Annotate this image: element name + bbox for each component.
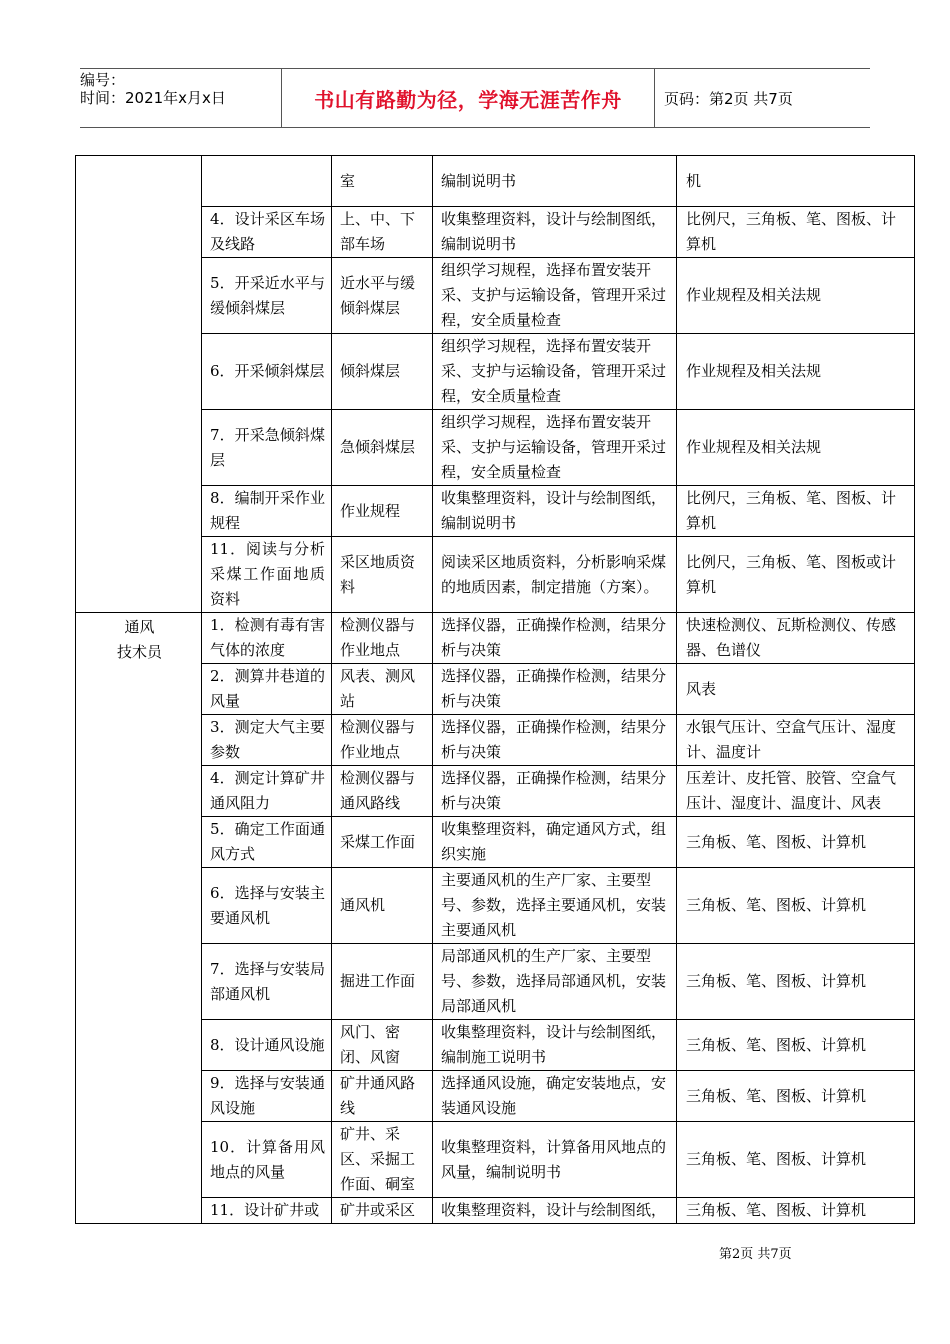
content-text: 组织学习规程，选择布置安装开采、支护与运输设备，管理开采过程，安全质量检查 [441,261,667,329]
document-date: 时间：2021年x月x日 [80,89,226,107]
task-text: 7．开采急倾斜煤层 [210,425,325,469]
header-meta [80,69,282,127]
tools-cell [677,715,915,766]
task-cell [202,766,332,817]
object-text: 检测仪器与作业地点 [340,718,416,761]
table-row [76,868,915,944]
task-text: 6．开采倾斜煤层 [210,362,325,380]
object-cell [332,1020,433,1071]
tools-cell [677,258,915,334]
object-text: 风表、测风站 [340,667,416,710]
content-text: 收集整理资料，设计与绘制图纸，编制说明书 [441,489,667,532]
task-cell [202,664,332,715]
tools-cell [677,537,915,613]
task-text: 5．确定工作面通风方式 [210,820,325,863]
tools-cell [677,868,915,944]
content-text: 选择仪器，正确操作检测，结果分析与决策 [441,769,667,812]
content-cell [433,207,677,258]
page-header [80,68,870,128]
object-cell [332,258,433,334]
table-row [76,258,915,334]
task-text: 3．测定大气主要参数 [210,718,325,761]
object-cell [332,537,433,613]
task-cell [202,410,332,486]
tools-text: 作业规程及相关法规 [686,438,822,456]
content-text: 组织学习规程，选择布置安装开采、支护与运输设备，管理开采过程，安全质量检查 [441,413,667,481]
task-cell [202,817,332,868]
table-row [76,486,915,537]
role-name-line2: 技术员 [116,643,162,661]
content-cell [433,1122,677,1198]
object-text: 掘进工作面 [340,972,416,990]
object-text: 矿井或采区 [340,1201,416,1219]
tools-text: 三角板、笔、图板、计算机 [686,1086,867,1105]
content-text: 编制说明书 [441,171,517,190]
task-text: 10．计算备用风地点的风量 [210,1137,325,1181]
tools-cell [677,156,915,207]
object-text: 风门、密闭、风窗 [340,1023,401,1066]
task-cell [202,1122,332,1198]
table-row [76,1020,915,1071]
tools-text: 比例尺，三角板、笔、图板、计算机 [686,210,897,253]
tools-cell [677,207,915,258]
object-cell [332,664,433,715]
tools-cell [677,766,915,817]
task-cell [202,486,332,537]
table-row [76,715,915,766]
object-cell [332,817,433,868]
object-cell [332,766,433,817]
tools-text: 三角板、笔、图板、计算机 [686,832,867,851]
task-cell [202,334,332,410]
task-cell [202,156,332,207]
document-number-label: 编号： [80,71,126,89]
tools-cell [677,664,915,715]
tools-text: 机 [686,171,702,190]
task-cell [202,207,332,258]
role-cell [76,156,202,613]
content-cell [433,537,677,613]
table-row [76,410,915,486]
content-cell [433,715,677,766]
tools-cell [677,410,915,486]
task-text: 7．选择与安装局部通风机 [210,959,325,1003]
content-text: 阅读采区地质资料，分析影响采煤的地质因素，制定措施（方案）。 [441,552,667,596]
object-cell [332,334,433,410]
object-text: 矿井、采区、采掘工作面、硐室 [340,1125,416,1193]
object-cell [332,715,433,766]
object-text: 检测仪器与作业地点 [340,616,416,659]
table-row [76,207,915,258]
tools-cell [677,944,915,1020]
task-cell [202,258,332,334]
content-text: 组织学习规程，选择布置安装开采、支护与运输设备，管理开采过程，安全质量检查 [441,337,667,405]
content-text: 主要通风机的生产厂家、主要型号、参数，选择主要通风机，安装主要通风机 [441,871,667,939]
task-text: 8．设计通风设施 [210,1035,325,1054]
content-text: 收集整理资料，计算备用风地点的风量，编制说明书 [441,1137,667,1181]
task-text: 9．选择与安装通风设施 [210,1074,325,1117]
content-text: 收集整理资料，设计与绘制图纸，编制施工说明书 [441,1023,667,1066]
task-cell [202,537,332,613]
header-page-number: 页码：第2页 共7页 [664,89,793,108]
content-cell [433,664,677,715]
content-cell [433,613,677,664]
content-cell [433,486,677,537]
task-text: 6．选择与安装主要通风机 [210,883,325,927]
content-cell [433,334,677,410]
content-cell [433,766,677,817]
content-cell [433,1198,677,1224]
object-cell [332,207,433,258]
tools-text: 水银气压计、空盒气压计、湿度计、温度计 [686,718,897,761]
object-cell [332,944,433,1020]
table-row [76,1071,915,1122]
job-task-table [75,155,915,1224]
content-text: 收集整理资料，设计与绘制图纸， [441,1201,667,1219]
tools-text: 比例尺，三角板、笔、图板或计算机 [686,552,897,596]
header-motto: 书山有路勤为径，学海无涯苦作舟 [282,69,655,127]
tools-cell [677,613,915,664]
task-cell [202,868,332,944]
content-text: 选择通风设施，确定安装地点，安装通风设施 [441,1074,667,1117]
object-text: 采煤工作面 [340,832,416,851]
tools-text: 快速检测仪、瓦斯检测仪、传感器、色谱仪 [686,616,897,659]
content-cell [433,817,677,868]
object-text: 检测仪器与通风路线 [340,769,416,812]
task-cell [202,944,332,1020]
tools-text: 三角板、笔、图板、计算机 [686,1201,867,1219]
task-text: 4．设计采区车场及线路 [210,210,325,253]
role-cell [76,613,202,1224]
content-cell [433,156,677,207]
object-text: 上、中、下部车场 [340,210,416,253]
page-footer: 第2页 共7页 [719,1247,792,1262]
content-text: 选择仪器，正确操作检测，结果分析与决策 [441,718,667,761]
tools-cell [677,486,915,537]
table-row [76,156,915,207]
tools-text: 三角板、笔、图板、计算机 [686,896,867,914]
tools-text: 比例尺，三角板、笔、图板、计算机 [686,489,897,532]
content-text: 收集整理资料，确定通风方式，组织实施 [441,820,667,863]
tools-cell [677,1122,915,1198]
content-cell [433,1071,677,1122]
object-text: 急倾斜煤层 [340,438,416,456]
table-row [76,613,915,664]
object-cell [332,1071,433,1122]
table-row [76,817,915,868]
task-cell [202,613,332,664]
tools-cell [677,817,915,868]
object-cell [332,156,433,207]
object-cell [332,613,433,664]
content-text: 收集整理资料，设计与绘制图纸，编制说明书 [441,210,667,253]
tools-text: 三角板、笔、图板、计算机 [686,1150,867,1168]
table-row [76,334,915,410]
object-cell [332,410,433,486]
role-name-line1: 通风 [124,618,155,636]
table-row [76,664,915,715]
content-cell [433,944,677,1020]
object-text: 采区地质资料 [340,552,416,596]
task-text: 4．测定计算矿井通风阻力 [210,769,325,812]
task-cell [202,1071,332,1122]
content-cell [433,258,677,334]
tools-text: 作业规程及相关法规 [686,286,822,304]
table-row [76,766,915,817]
table-row [76,944,915,1020]
tools-text: 压差计、皮托管、胶管、空盒气压计、湿度计、温度计、风表 [686,769,897,812]
object-text: 倾斜煤层 [340,362,401,380]
task-cell [202,715,332,766]
object-cell [332,1198,433,1224]
content-text: 选择仪器，正确操作检测，结果分析与决策 [441,667,667,710]
tools-text: 作业规程及相关法规 [686,362,822,380]
content-cell [433,410,677,486]
task-cell [202,1198,332,1224]
task-text: 5．开采近水平与缓倾斜煤层 [210,273,325,317]
task-text: 11．设计矿井或 [210,1201,320,1219]
object-text: 通风机 [340,896,386,914]
content-text: 选择仪器，正确操作检测，结果分析与决策 [441,616,667,659]
task-text: 1．检测有毒有害气体的浓度 [210,616,325,659]
object-cell [332,1122,433,1198]
object-cell [332,868,433,944]
table-row [76,1198,915,1224]
tools-cell [677,1198,915,1224]
object-text: 作业规程 [340,501,401,520]
table-row [76,537,915,613]
task-text: 11．阅读与分析采煤工作面地质资料 [210,540,325,608]
tools-cell [677,1071,915,1122]
object-cell [332,486,433,537]
task-cell [202,1020,332,1071]
table-row [76,1122,915,1198]
tools-text: 风表 [686,679,717,698]
tools-text: 三角板、笔、图板、计算机 [686,1035,867,1054]
object-text: 近水平与缓倾斜煤层 [340,273,416,317]
tools-cell [677,334,915,410]
object-text: 矿井通风路线 [340,1074,416,1117]
content-cell [433,868,677,944]
content-text: 局部通风机的生产厂家、主要型号、参数，选择局部通风机，安装局部通风机 [441,947,667,1015]
tools-cell [677,1020,915,1071]
task-text: 2．测算井巷道的风量 [210,667,325,710]
tools-text: 三角板、笔、图板、计算机 [686,972,867,990]
content-cell [433,1020,677,1071]
task-text: 8．编制开采作业规程 [210,489,325,532]
object-text: 室 [340,171,356,190]
